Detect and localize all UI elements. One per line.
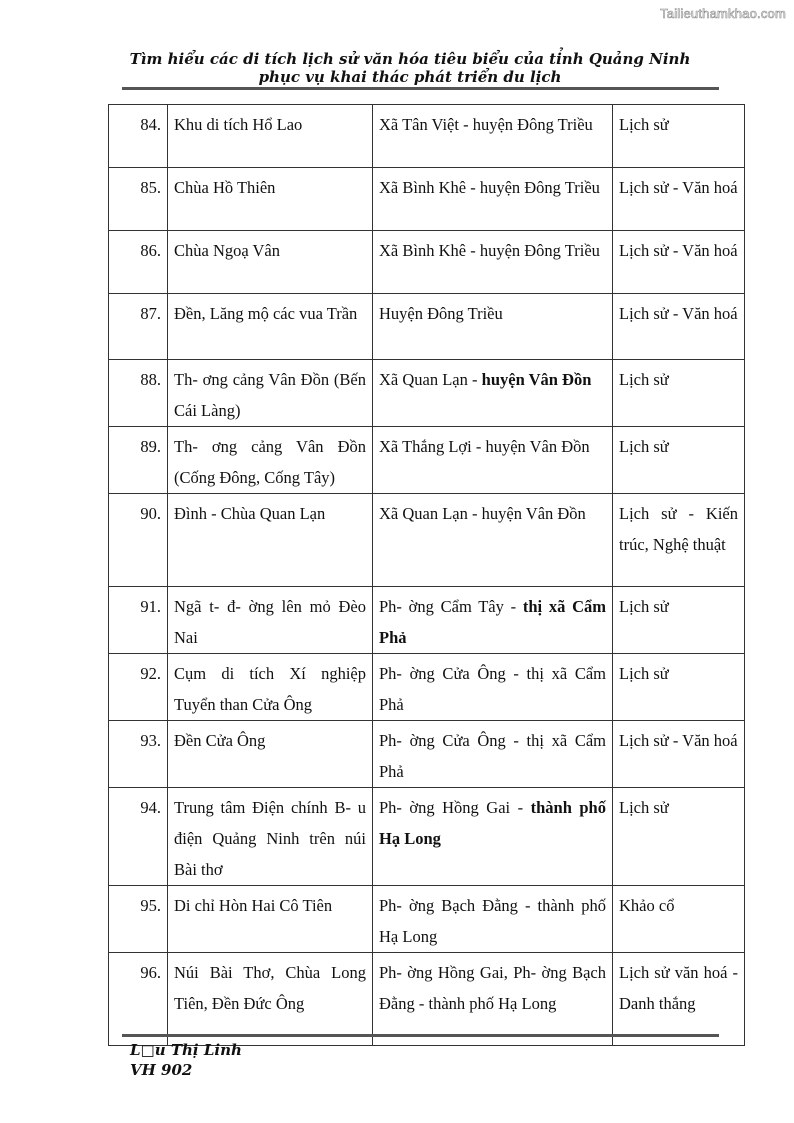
row-number-text: 94. xyxy=(140,798,161,817)
table-row xyxy=(109,587,745,654)
site-type xyxy=(613,587,745,654)
site-type-text: Lịch sử - Văn hoá xyxy=(619,304,738,323)
site-location xyxy=(373,360,613,427)
site-name-text: Đền Cửa Ông xyxy=(174,731,266,750)
site-type-text: Lịch sử văn hoá - Danh thắng xyxy=(619,963,738,1013)
site-location-text: Ph- ờng Cửa Ông - thị xã Cẩm Phả xyxy=(379,731,606,781)
site-location-bold: thị xã Cẩm Phả xyxy=(379,597,606,647)
table-row xyxy=(109,168,745,231)
site-location-text: Xã Tân Việt - huyện Đông Triều xyxy=(379,115,593,134)
row-number xyxy=(109,788,168,886)
site-location-bold: huyện Vân Đồn xyxy=(481,370,592,389)
heritage-table xyxy=(108,104,745,1046)
footer-author: L□u Thị Linh xyxy=(130,1041,242,1059)
row-number xyxy=(109,587,168,654)
row-number-text: 85. xyxy=(140,178,161,197)
site-type xyxy=(613,105,745,168)
site-location-text: Ph- ờng Hồng Gai - xyxy=(379,798,531,817)
site-location-text: Xã Bình Khê - huyện Đông Triều xyxy=(379,241,600,260)
table-row xyxy=(109,360,745,427)
site-name xyxy=(168,360,373,427)
row-number xyxy=(109,654,168,721)
watermark: Tailieuthamkhao.com xyxy=(660,6,786,21)
row-number-text: 87. xyxy=(140,304,161,323)
site-type-text: Lịch sử - Văn hoá xyxy=(619,241,738,260)
site-location xyxy=(373,231,613,294)
site-name xyxy=(168,231,373,294)
site-location xyxy=(373,721,613,788)
site-location-text: Xã Quan Lạn - huyện Vân Đồn xyxy=(379,504,586,523)
table-row xyxy=(109,886,745,953)
site-type-text: Lịch sử - Văn hoá xyxy=(619,178,738,197)
site-location xyxy=(373,886,613,953)
row-number xyxy=(109,427,168,494)
site-location-text: Ph- ờng Hồng Gai, Ph- ờng Bạch Đằng - thành phố Hạ Long xyxy=(379,963,606,1013)
site-name xyxy=(168,294,373,360)
site-name-text: Th- ơng cảng Vân Đồn (Cống Đông, Cống Tây) xyxy=(174,437,366,487)
site-type xyxy=(613,168,745,231)
site-type-text: Lịch sử xyxy=(619,597,669,616)
row-number-text: 91. xyxy=(140,597,161,616)
row-number-text: 95. xyxy=(140,896,161,915)
footer xyxy=(130,1040,242,1080)
site-type-text: Lịch sử xyxy=(619,437,669,456)
site-name-text: Di chỉ Hòn Hai Cô Tiên xyxy=(174,896,333,915)
row-number-text: 89. xyxy=(140,437,161,456)
site-name xyxy=(168,494,373,587)
site-type xyxy=(613,231,745,294)
site-type xyxy=(613,294,745,360)
site-type xyxy=(613,654,745,721)
site-name-text: Cụm di tích Xí nghiệp Tuyển than Cửa Ông xyxy=(174,664,366,714)
site-location xyxy=(373,427,613,494)
row-number xyxy=(109,294,168,360)
site-type xyxy=(613,721,745,788)
table-row xyxy=(109,427,745,494)
row-number xyxy=(109,231,168,294)
row-number-text: 93. xyxy=(140,731,161,750)
site-location-bold: thành phố Hạ Long xyxy=(379,798,606,848)
site-location-text: Xã Thắng Lợi - huyện Vân Đồn xyxy=(379,437,590,456)
site-location-text: Huyện Đông Triều xyxy=(379,304,503,323)
site-location-text: Xã Bình Khê - huyện Đông Triều xyxy=(379,178,600,197)
table-row xyxy=(109,231,745,294)
row-number-text: 88. xyxy=(140,370,161,389)
row-number xyxy=(109,886,168,953)
site-location xyxy=(373,587,613,654)
page-header-title: Tìm hiểu các di tích lịch sử văn hóa tiêu biểu của tỉnh Quảng Ninh phục vụ khai thác phát triển du lịch xyxy=(129,50,691,86)
site-type-text: Khảo cổ xyxy=(619,896,675,915)
site-location xyxy=(373,105,613,168)
site-name-text: Trung tâm Điện chính B- u điện Quảng Ninh trên núi Bài thơ xyxy=(174,798,366,879)
site-name-text: Núi Bài Thơ, Chùa Long Tiên, Đền Đức Ông xyxy=(174,963,366,1013)
table-row xyxy=(109,494,745,587)
site-type xyxy=(613,360,745,427)
site-name xyxy=(168,654,373,721)
row-number xyxy=(109,721,168,788)
site-name-text: Ngã t- đ- ờng lên mỏ Đèo Nai xyxy=(174,597,366,647)
site-name-text: Khu di tích Hổ Lao xyxy=(174,115,303,134)
site-type xyxy=(613,494,745,587)
row-number xyxy=(109,168,168,231)
site-type-text: Lịch sử xyxy=(619,664,669,683)
site-location-text: Xã Quan Lạn - xyxy=(379,370,482,389)
footer-class: VH 902 xyxy=(130,1061,193,1079)
table-row xyxy=(109,953,745,1046)
site-name xyxy=(168,427,373,494)
site-location xyxy=(373,168,613,231)
row-number xyxy=(109,953,168,1046)
table-row xyxy=(109,294,745,360)
site-name xyxy=(168,953,373,1046)
site-type-text: Lịch sử - Văn hoá xyxy=(619,731,738,750)
site-name xyxy=(168,721,373,788)
site-name xyxy=(168,168,373,231)
site-name xyxy=(168,587,373,654)
site-location xyxy=(373,494,613,587)
site-type-text: Lịch sử xyxy=(619,370,669,389)
site-location-text: Ph- ờng Cửa Ông - thị xã Cẩm Phả xyxy=(379,664,606,714)
site-name-text: Đình - Chùa Quan Lạn xyxy=(174,504,326,523)
table-row xyxy=(109,105,745,168)
site-location-text: Ph- ờng Bạch Đằng - thành phố Hạ Long xyxy=(379,896,606,946)
row-number xyxy=(109,105,168,168)
site-type xyxy=(613,886,745,953)
site-name xyxy=(168,788,373,886)
site-name xyxy=(168,886,373,953)
site-location xyxy=(373,953,613,1046)
row-number-text: 96. xyxy=(140,963,161,982)
row-number-text: 84. xyxy=(140,115,161,134)
header-rule xyxy=(122,87,719,90)
footer-rule xyxy=(122,1034,719,1037)
site-name-text: Đền, Lăng mộ các vua Trần xyxy=(174,304,358,323)
table-row xyxy=(109,721,745,788)
row-number-text: 86. xyxy=(140,241,161,260)
site-location xyxy=(373,788,613,886)
row-number xyxy=(109,494,168,587)
site-type xyxy=(613,427,745,494)
site-name-text: Chùa Hồ Thiên xyxy=(174,178,276,197)
site-location-text: Ph- ờng Cẩm Tây - xyxy=(379,597,523,616)
site-type-text: Lịch sử - Kiến trúc, Nghệ thuật xyxy=(619,504,738,554)
site-type-text: Lịch sử xyxy=(619,798,669,817)
site-name xyxy=(168,105,373,168)
site-name-text: Th- ơng cảng Vân Đồn (Bến Cái Làng) xyxy=(174,370,366,420)
site-type xyxy=(613,953,745,1046)
site-location xyxy=(373,294,613,360)
site-type xyxy=(613,788,745,886)
table-row xyxy=(109,654,745,721)
row-number xyxy=(109,360,168,427)
site-type-text: Lịch sử xyxy=(619,115,669,134)
row-number-text: 90. xyxy=(140,504,161,523)
site-location xyxy=(373,654,613,721)
table-row xyxy=(109,788,745,886)
row-number-text: 92. xyxy=(140,664,161,683)
site-name-text: Chùa Ngoạ Vân xyxy=(174,241,281,260)
